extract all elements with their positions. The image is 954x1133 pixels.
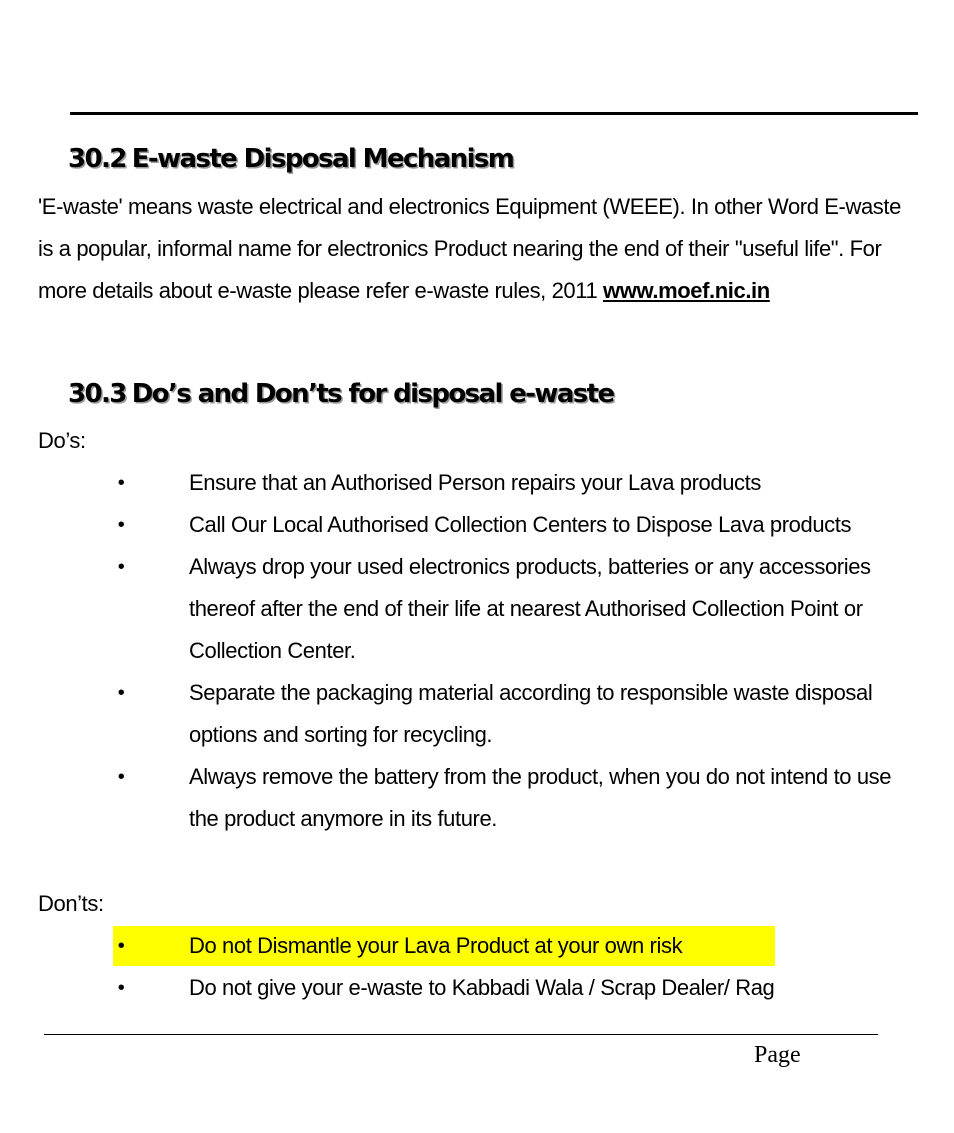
section-heading-dos-donts (68, 379, 614, 409)
list-item (0, 546, 904, 672)
section-title-text: Do’s and Don’ts for disposal e-waste (131, 379, 614, 409)
list-item (0, 756, 904, 840)
moef-link[interactable]: www.moef.nic.in (603, 278, 770, 303)
page-label: Page (754, 1042, 801, 1068)
dos-label: Do’s: (38, 428, 86, 453)
footer-rule (44, 1034, 878, 1035)
list-item-text: Do not give your e-waste to Kabbadi Wala / Scrap Dealer/ Rag (189, 975, 775, 1000)
bullet-icon: • (117, 766, 125, 788)
donts-label: Don’ts: (38, 891, 104, 916)
bullet-icon: • (117, 514, 125, 536)
list-item (0, 462, 904, 504)
list-item (0, 504, 904, 546)
paragraph-text: 'E-waste' means waste electrical and electronics Equipment (WEEE). In other Word E-waste is a popular, informal name for electronics Product nearing the end of their "useful life". For more details about e-waste please refer e-waste rules, 2011 (38, 194, 901, 303)
bullet-icon: • (117, 682, 125, 704)
dos-list (0, 462, 954, 840)
list-item-text: Ensure that an Authorised Person repairs your Lava products (189, 470, 761, 495)
section-title-text: E-waste Disposal Mechanism (131, 144, 514, 174)
list-item-text: Always remove the battery from the product, when you do not intend to use the product anymore in its future. (189, 764, 892, 831)
list-item-text: Separate the packaging material according to responsible waste disposal options and sorting for recycling. (189, 680, 873, 747)
ewaste-definition-paragraph (38, 186, 918, 312)
section-number: 30.2 (68, 144, 126, 174)
list-item (0, 672, 904, 756)
list-item (0, 967, 904, 1009)
bullet-icon: • (117, 472, 125, 494)
list-item-text: Do not Dismantle your Lava Product at your own risk (189, 933, 683, 958)
bullet-icon: • (117, 935, 125, 957)
header-rule (70, 112, 918, 115)
list-item-text: Call Our Local Authorised Collection Centers to Dispose Lava products (189, 512, 852, 537)
bullet-icon: • (117, 977, 125, 999)
list-item-text: Always drop your used electronics products, batteries or any accessories thereof after the end of their life at nearest Authorised Collection Point or Collection Center. (189, 554, 871, 663)
list-item-highlighted (0, 925, 904, 967)
section-number: 30.3 (68, 379, 126, 409)
bullet-icon: • (117, 556, 125, 578)
section-heading-ewaste-disposal (68, 144, 513, 174)
donts-list (0, 925, 954, 1009)
